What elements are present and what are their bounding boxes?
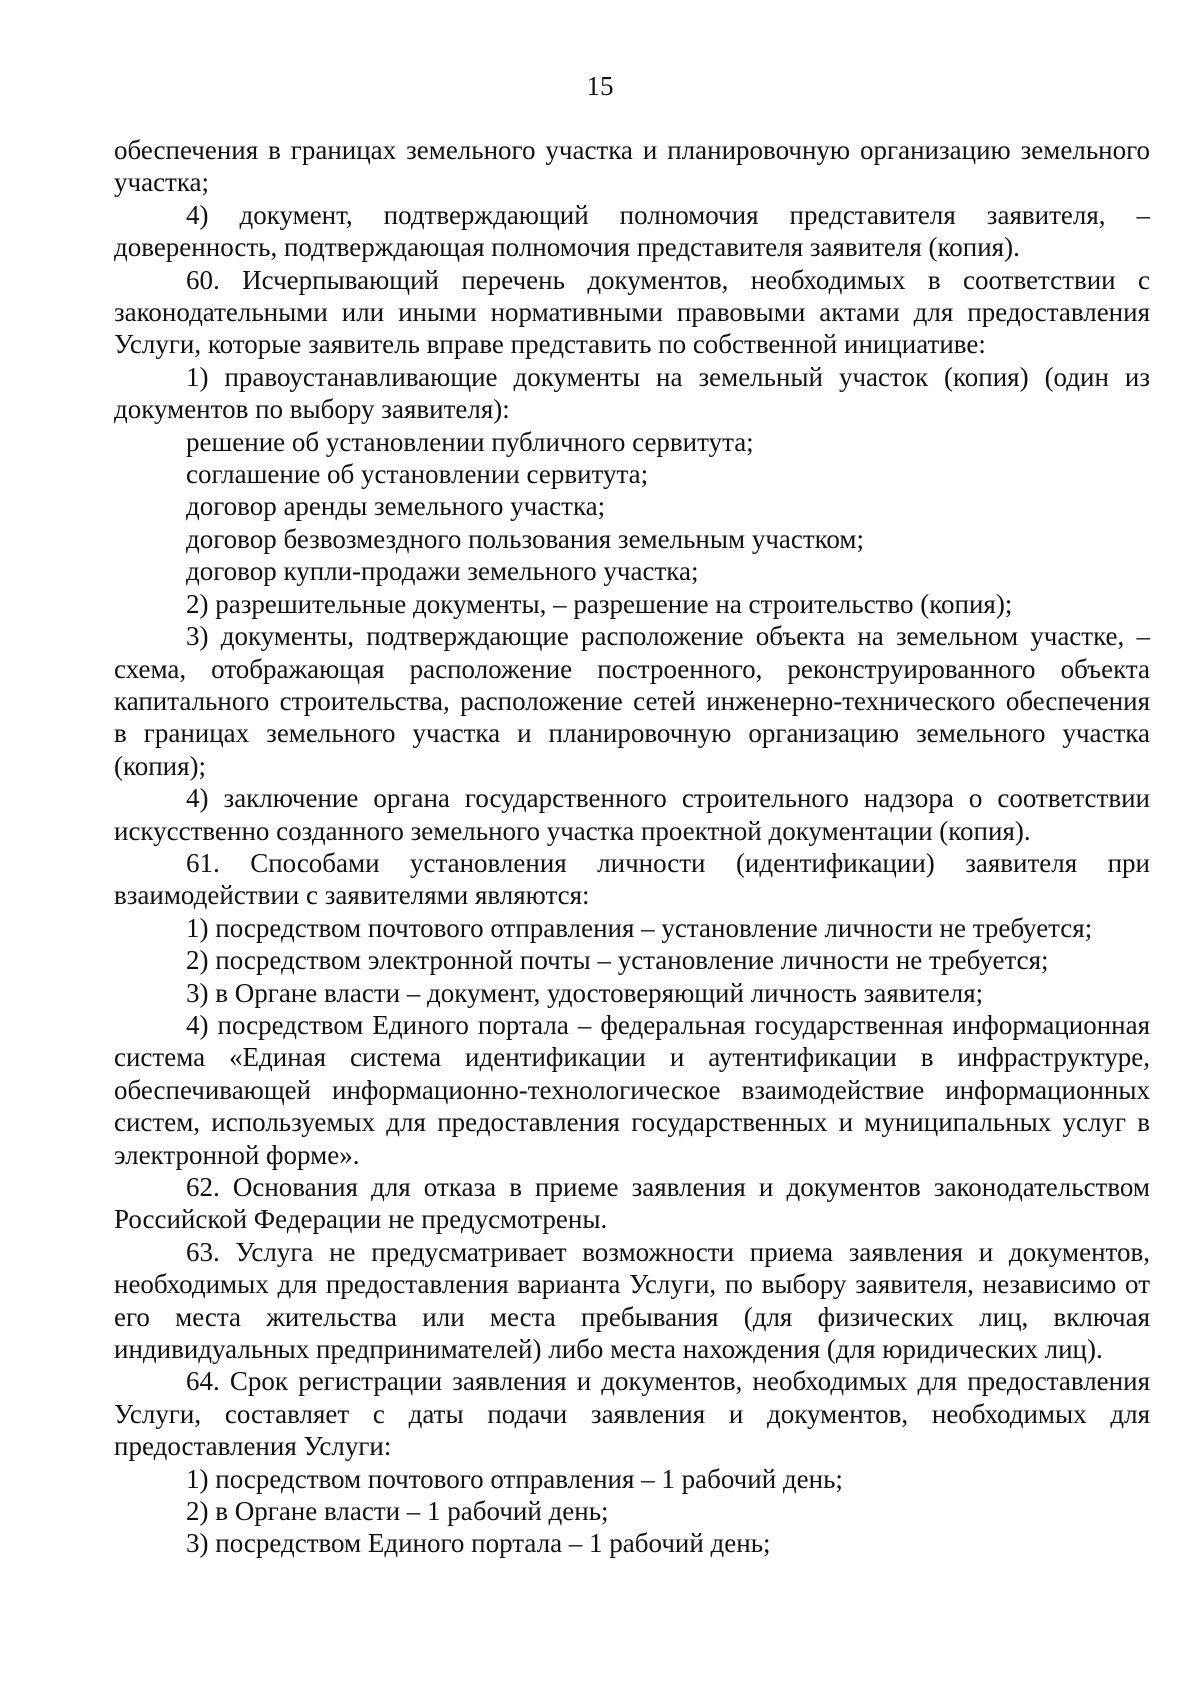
paragraph-item-3-location-documents: 3) документы, подтверждающие расположение объекта на земельном участке, – схема, отображающая расположение построенного, реконструированного объекта капитального строительства, расположение сетей инженерно-технического обеспечения в границах земельного участка и планировочную организацию земельного участка (копия);: [114, 621, 1150, 781]
paragraph-63: 63. Услуга не предусматривает возможности приема заявления и документов, необходимых для предоставления варианта Услуги, по выбору заявителя, независимо от его места жительства или места пребывания (для физических лиц, включая индивидуальных предпринимателей) либо места нахождения (для юридических лиц).: [114, 1236, 1150, 1365]
paragraph-61: 61. Способами установления личности (идентификации) заявителя при взаимодействии с заявителями являются:: [114, 847, 1150, 911]
list-item-public-servitude: решение об установлении публичного сервитута;: [186, 426, 754, 457]
paragraph-item-4-supervision-conclusion: 4) заключение органа государственного строительного надзора о соответствии искусственно созданного земельного участка проектной документации (копия).: [114, 783, 1150, 846]
list-item-sale-agreement: договор купли-продажи земельного участка;: [186, 556, 699, 587]
paragraph-61-item-4: 4) посредством Единого портала – федеральная государственная информационная система «Единая система идентификации и аутентификации в инфраструктуре, обеспечивающей информационно-технологическое взаимодействие информационных систем, используемых для предоставления государственных и муниципальных услуг в электронной форме».: [114, 1009, 1150, 1170]
paragraph-61-item-1: 1) посредством почтового отправления – установление личности не требуется;: [186, 912, 1093, 943]
paragraph-continuation: обеспечения в границах земельного участка и планировочную организацию земельного участка;: [114, 135, 1150, 198]
list-item-lease-agreement: договор аренды земельного участка;: [186, 491, 606, 522]
paragraph-61-item-2: 2) посредством электронной почты – установление личности не требуется;: [186, 945, 1049, 976]
paragraph-64-item-3: 3) посредством Единого портала – 1 рабочий день;: [186, 1528, 771, 1559]
page-number: 15: [586, 71, 614, 101]
paragraph-64: 64. Срок регистрации заявления и документов, необходимых для предоставления Услуги, составляет с даты подачи заявления и документов, необходимых для предоставления Услуги:: [114, 1366, 1150, 1462]
paragraph-61-item-3: 3) в Органе власти – документ, удостоверяющий личность заявителя;: [186, 977, 984, 1008]
list-item-servitude-agreement: соглашение об установлении сервитута;: [186, 459, 649, 490]
paragraph-64-item-1: 1) посредством почтового отправления – 1 рабочий день;: [186, 1463, 843, 1494]
list-item-free-use-agreement: договор безвозмездного пользования земельным участком;: [186, 523, 865, 554]
paragraph-62: 62. Основания для отказа в приеме заявления и документов законодательством Российской Федерации не предусмотрены.: [114, 1172, 1150, 1235]
paragraph-item-4-representative-document: 4) документ, подтверждающий полномочия представителя заявителя, – доверенность, подтверждающая полномочия представителя заявителя (копия).: [114, 199, 1150, 263]
paragraph-64-item-2: 2) в Органе власти – 1 рабочий день;: [186, 1496, 609, 1527]
paragraph-60: 60. Исчерпывающий перечень документов, необходимых в соответствии с законодательными или иными нормативными правовыми актами для предоставления Услуги, которые заявитель вправе представить по собственной инициативе:: [114, 264, 1150, 360]
paragraph-item-1-title-documents: 1) правоустанавливающие документы на земельный участок (копия) (один из документов по выбору заявителя):: [114, 361, 1150, 425]
paragraph-item-2-permits: 2) разрешительные документы, – разрешение на строительство (копия);: [186, 588, 1013, 619]
document-body: [114, 134, 1150, 1560]
